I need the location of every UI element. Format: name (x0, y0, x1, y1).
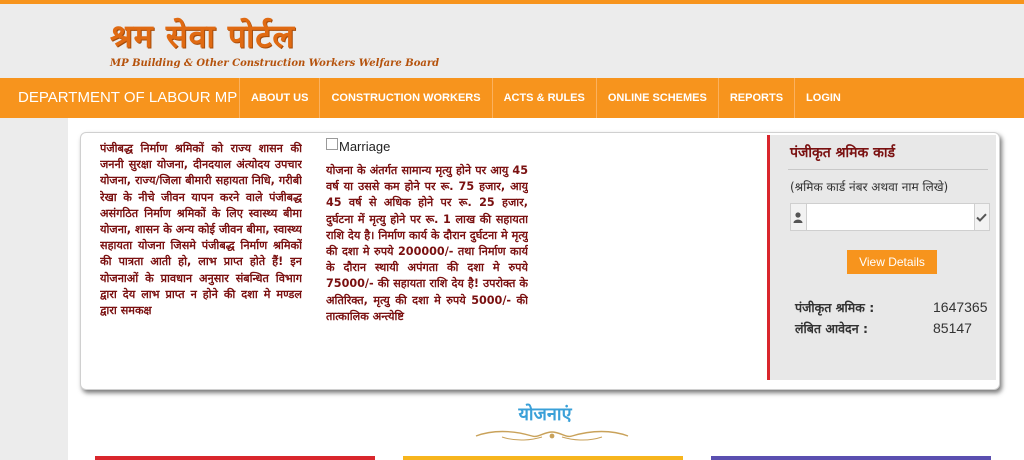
site-header (0, 4, 1024, 78)
card-hint: (श्रमिक कार्ड नंबर अथवा नाम लिखे) (790, 180, 949, 194)
pending-applications-label: लंबित आवेदन : (795, 321, 868, 336)
main-navbar (0, 78, 1024, 118)
card-number-input[interactable] (807, 204, 974, 230)
schemes-section-title: योजनाएं (518, 404, 572, 425)
scheme-card-strip-3 (711, 456, 991, 460)
nav-reports[interactable]: REPORTS (719, 78, 795, 118)
nav-about-us[interactable]: ABOUT US (240, 78, 320, 118)
scheme-text-column-1: पंजीबद्ध निर्माण श्रमिकों को राज्य शासन की जननी सुरक्षा योजना, दीनदयाल अंत्योदय उपचार योजना, राज्य/जिला बीमारी सहायता निधि, गरीबी रेखा के नीचे जीवन यापन करने वाले पंजीबद्ध असंगठित निर्माण श्रमिकों के लिए स्वास्थ्य बीमा योजना, शासन के अन्य कोई जीवन बीमा, स्वास्थ्य सहायता योजना जिसमे पंजीबद्ध निर्माण श्रमिकों की पात्रता आती हो, लाभ प्राप्त होते हैं! इन योजनाओं के प्रावधान अनुसार संबन्धित विभाग द्वारा देय लाभ प्राप्त न होने की दशा मे मण्डल द्वारा समकक्ष (100, 142, 302, 318)
card-divider (788, 169, 988, 170)
scheme-card-strip-1 (95, 456, 375, 460)
marriage-checkbox[interactable] (326, 138, 338, 150)
scheme-card-strip-2 (403, 456, 683, 460)
user-icon (791, 204, 807, 230)
pending-applications-value: 85147 (933, 320, 972, 336)
card-title: पंजीकृत श्रमिक कार्ड (790, 145, 895, 161)
nav-construction-workers[interactable]: CONSTRUCTION WORKERS (320, 78, 492, 118)
marriage-checkbox-row[interactable] (326, 139, 390, 154)
worker-card-panel (767, 135, 996, 380)
registered-workers-value: 1647365 (933, 299, 988, 315)
registered-workers-label: पंजीकृत श्रमिक : (795, 300, 875, 315)
check-icon[interactable] (974, 204, 990, 230)
ornament-divider-icon (472, 428, 632, 444)
nav-online-schemes[interactable]: ONLINE SCHEMES (597, 78, 719, 118)
card-search-group (790, 203, 990, 231)
logo-title[interactable]: श्रम सेवा पोर्टल (110, 17, 296, 55)
marriage-label: Marriage (339, 139, 391, 154)
scheme-text-column-2: योजना के अंतर्गत सामान्य मृत्यु होने पर आयु 45 वर्ष या उससे कम होने पर रू. 75 हजार, आयु 45 वर्ष से अधिक होने पर रू. 25 हजार, दुर्घटना में मृत्यु होने पर रू. 1 लाख की सहायता राशि देय है। निर्माण कार्य के दौरान दुर्घटना मे मृत्यु की दशा मे रुपये 200000/- तथा निर्माण कार्य के दौरान स्थायी अपंगता की दशा मे रुपये 75000/- की सहायता राशि देय है! उपरोक्त के अतिरिक्त, मृत्यु की दशा मे रुपये 5000/- की तात्कालिक अन्त्येष्टि (326, 164, 528, 323)
nav-acts-rules[interactable]: ACTS & RULES (493, 78, 597, 118)
view-details-button[interactable]: View Details (847, 250, 937, 274)
nav-login[interactable]: LOGIN (806, 92, 841, 104)
logo-subtitle: MP Building & Other Construction Workers Welfare Board (110, 58, 440, 69)
brand-link[interactable]: DEPARTMENT OF LABOUR MP (0, 78, 240, 118)
